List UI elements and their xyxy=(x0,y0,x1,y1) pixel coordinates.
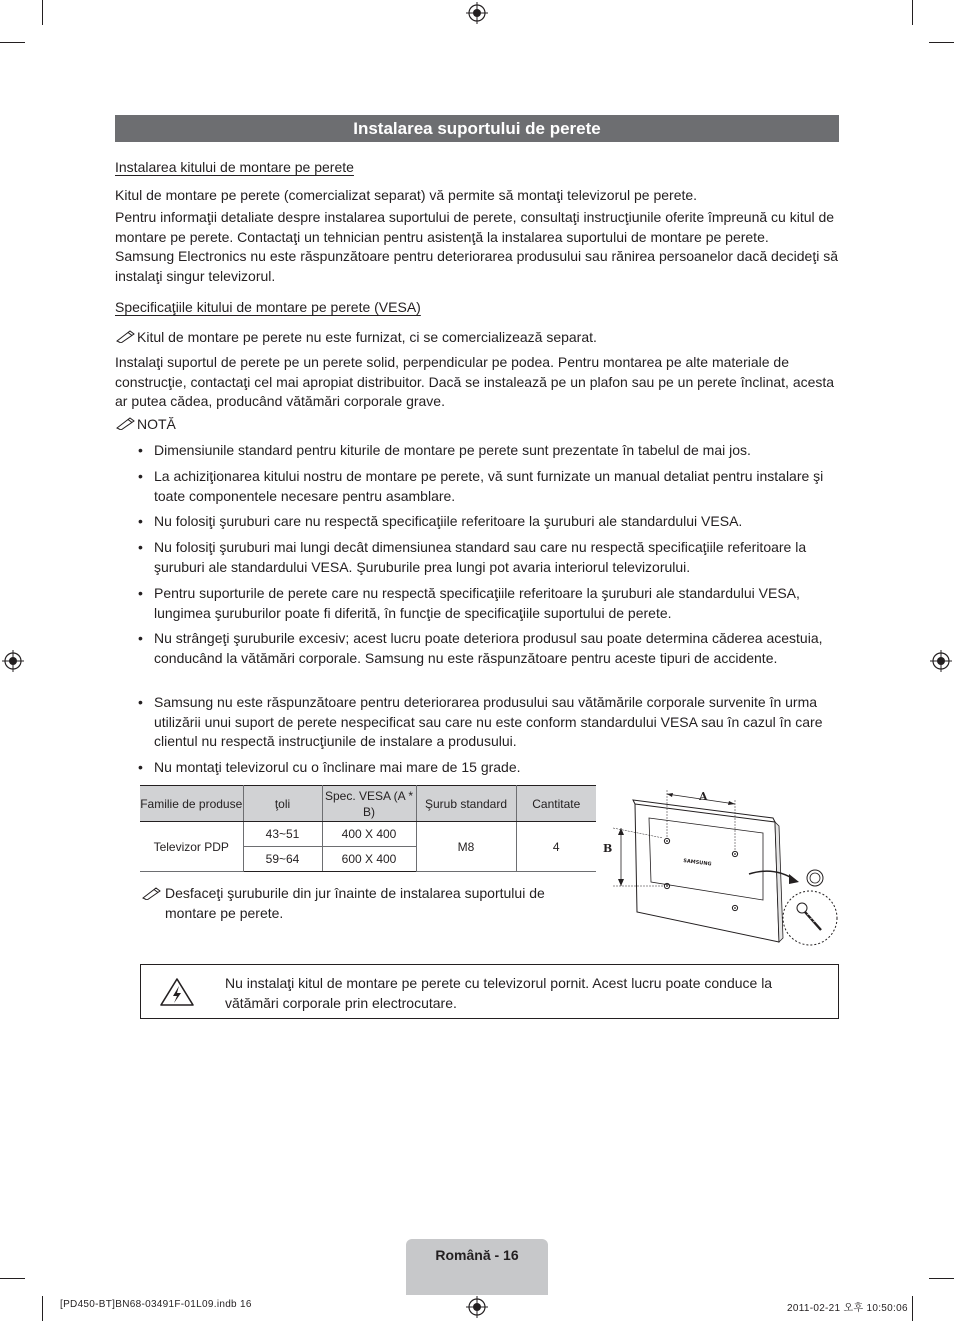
warning-box xyxy=(140,964,839,1019)
bullet-icon: • xyxy=(138,468,143,484)
bullet-icon: • xyxy=(138,539,143,555)
imprint-right: 2011-02-21 오후 10:50:06 xyxy=(787,1303,908,1314)
dimension-a-label: A xyxy=(699,790,708,803)
note xyxy=(141,884,581,923)
registration-mark-icon xyxy=(930,650,952,672)
electric-shock-warning-icon xyxy=(159,977,195,1007)
column-header: Spec. VESA (A * B) xyxy=(322,786,416,822)
page-number: Română - 16 xyxy=(435,1247,519,1263)
subsection-heading: Specificaţiile kitului de montare pe perete (VESA) xyxy=(115,299,421,315)
registration-mark-icon xyxy=(466,1296,488,1318)
crop-mark xyxy=(929,42,954,43)
bullet-icon: • xyxy=(138,442,143,458)
bullet-icon: • xyxy=(138,694,143,710)
pencil-note-icon xyxy=(115,416,137,430)
vesa-spec-table xyxy=(140,785,596,872)
crop-mark xyxy=(912,1296,913,1321)
bullet-icon: • xyxy=(138,630,143,646)
bullet-icon: • xyxy=(138,513,143,529)
crop-mark xyxy=(929,1278,954,1279)
table-cell: 59~64 xyxy=(243,847,322,872)
warning-text: Nu instalaţi kitul de montare pe perete cu televizorul pornit. Acest lucru poate conduce la vătămări corporale prin electrocutare. xyxy=(225,975,773,1011)
table-cell: M8 xyxy=(416,822,516,872)
paragraph: Pentru informaţii detaliate despre instalarea suportului de perete, consultaţi instrucţiunile oferite împreună cu kitul de montare pe perete. Contactaţi un tehnician pentru asistenţă la instalarea suportului de montare pe perete. xyxy=(115,209,835,245)
note-label xyxy=(115,415,840,435)
paragraph: Kitul de montare pe perete (comercializat separat) vă permite să montaţi televizorul pe perete. xyxy=(115,187,698,203)
page-number-tab xyxy=(406,1239,548,1295)
crop-mark xyxy=(42,0,43,25)
column-header: Familie de produse xyxy=(140,786,243,822)
table-cell: 43~51 xyxy=(243,822,322,847)
registration-mark-icon xyxy=(466,2,488,24)
note-text: Kitul de montare pe perete nu este furnizat, ci se comercializează separat. xyxy=(137,329,597,345)
paragraph: Samsung Electronics nu este răspunzătoare pentru deteriorarea produsului sau rănirea persoanelor dacă decideţi să instalaţi singur televizorul. xyxy=(115,248,838,284)
note xyxy=(115,328,840,348)
crop-mark xyxy=(42,1296,43,1321)
table-cell: 600 X 400 xyxy=(322,847,416,872)
dimension-b-label: B xyxy=(603,842,613,855)
table-header-row xyxy=(140,786,596,822)
bullet-icon: • xyxy=(138,585,143,601)
note-label-text: NOTĂ xyxy=(137,416,176,432)
note-text: Desfaceţi şuruburile din jur înainte de instalarea suportului de montare pe perete. xyxy=(165,885,545,921)
imprint-left: [PD450-BT]BN68-03491F-01L09.indb 16 xyxy=(60,1299,252,1310)
brand-label: SAMSUNG xyxy=(682,858,712,868)
column-header: Cantitate xyxy=(516,786,596,822)
crop-mark xyxy=(0,1278,25,1279)
table-row xyxy=(140,822,596,847)
column-header: ţoli xyxy=(243,786,322,822)
paragraph: Instalaţi suportul de perete pe un perete solid, perpendicular pe podea. Pentru montarea pe alte materiale de construcţie, contactaţi cel mai apropiat distribuitor. Dacă se instalează pe un plafon sau pe un perete înclinat, acesta ar putea cădea, producând vătămări corporale grave. xyxy=(115,354,835,409)
tv-back-diagram xyxy=(603,782,843,952)
table-cell: 4 xyxy=(516,822,596,872)
column-header: Şurub standard xyxy=(416,786,516,822)
table-cell: Televizor PDP xyxy=(140,822,243,872)
crop-mark xyxy=(912,0,913,25)
crop-mark xyxy=(0,42,25,43)
section-title: Instalarea suportului de perete xyxy=(115,115,839,142)
pencil-note-icon xyxy=(115,329,137,343)
table-cell: 400 X 400 xyxy=(322,822,416,847)
subsection-heading: Instalarea kitului de montare pe perete xyxy=(115,159,354,175)
registration-mark-icon xyxy=(2,650,24,672)
bullet-icon: • xyxy=(138,759,143,775)
pencil-note-icon xyxy=(141,886,163,900)
